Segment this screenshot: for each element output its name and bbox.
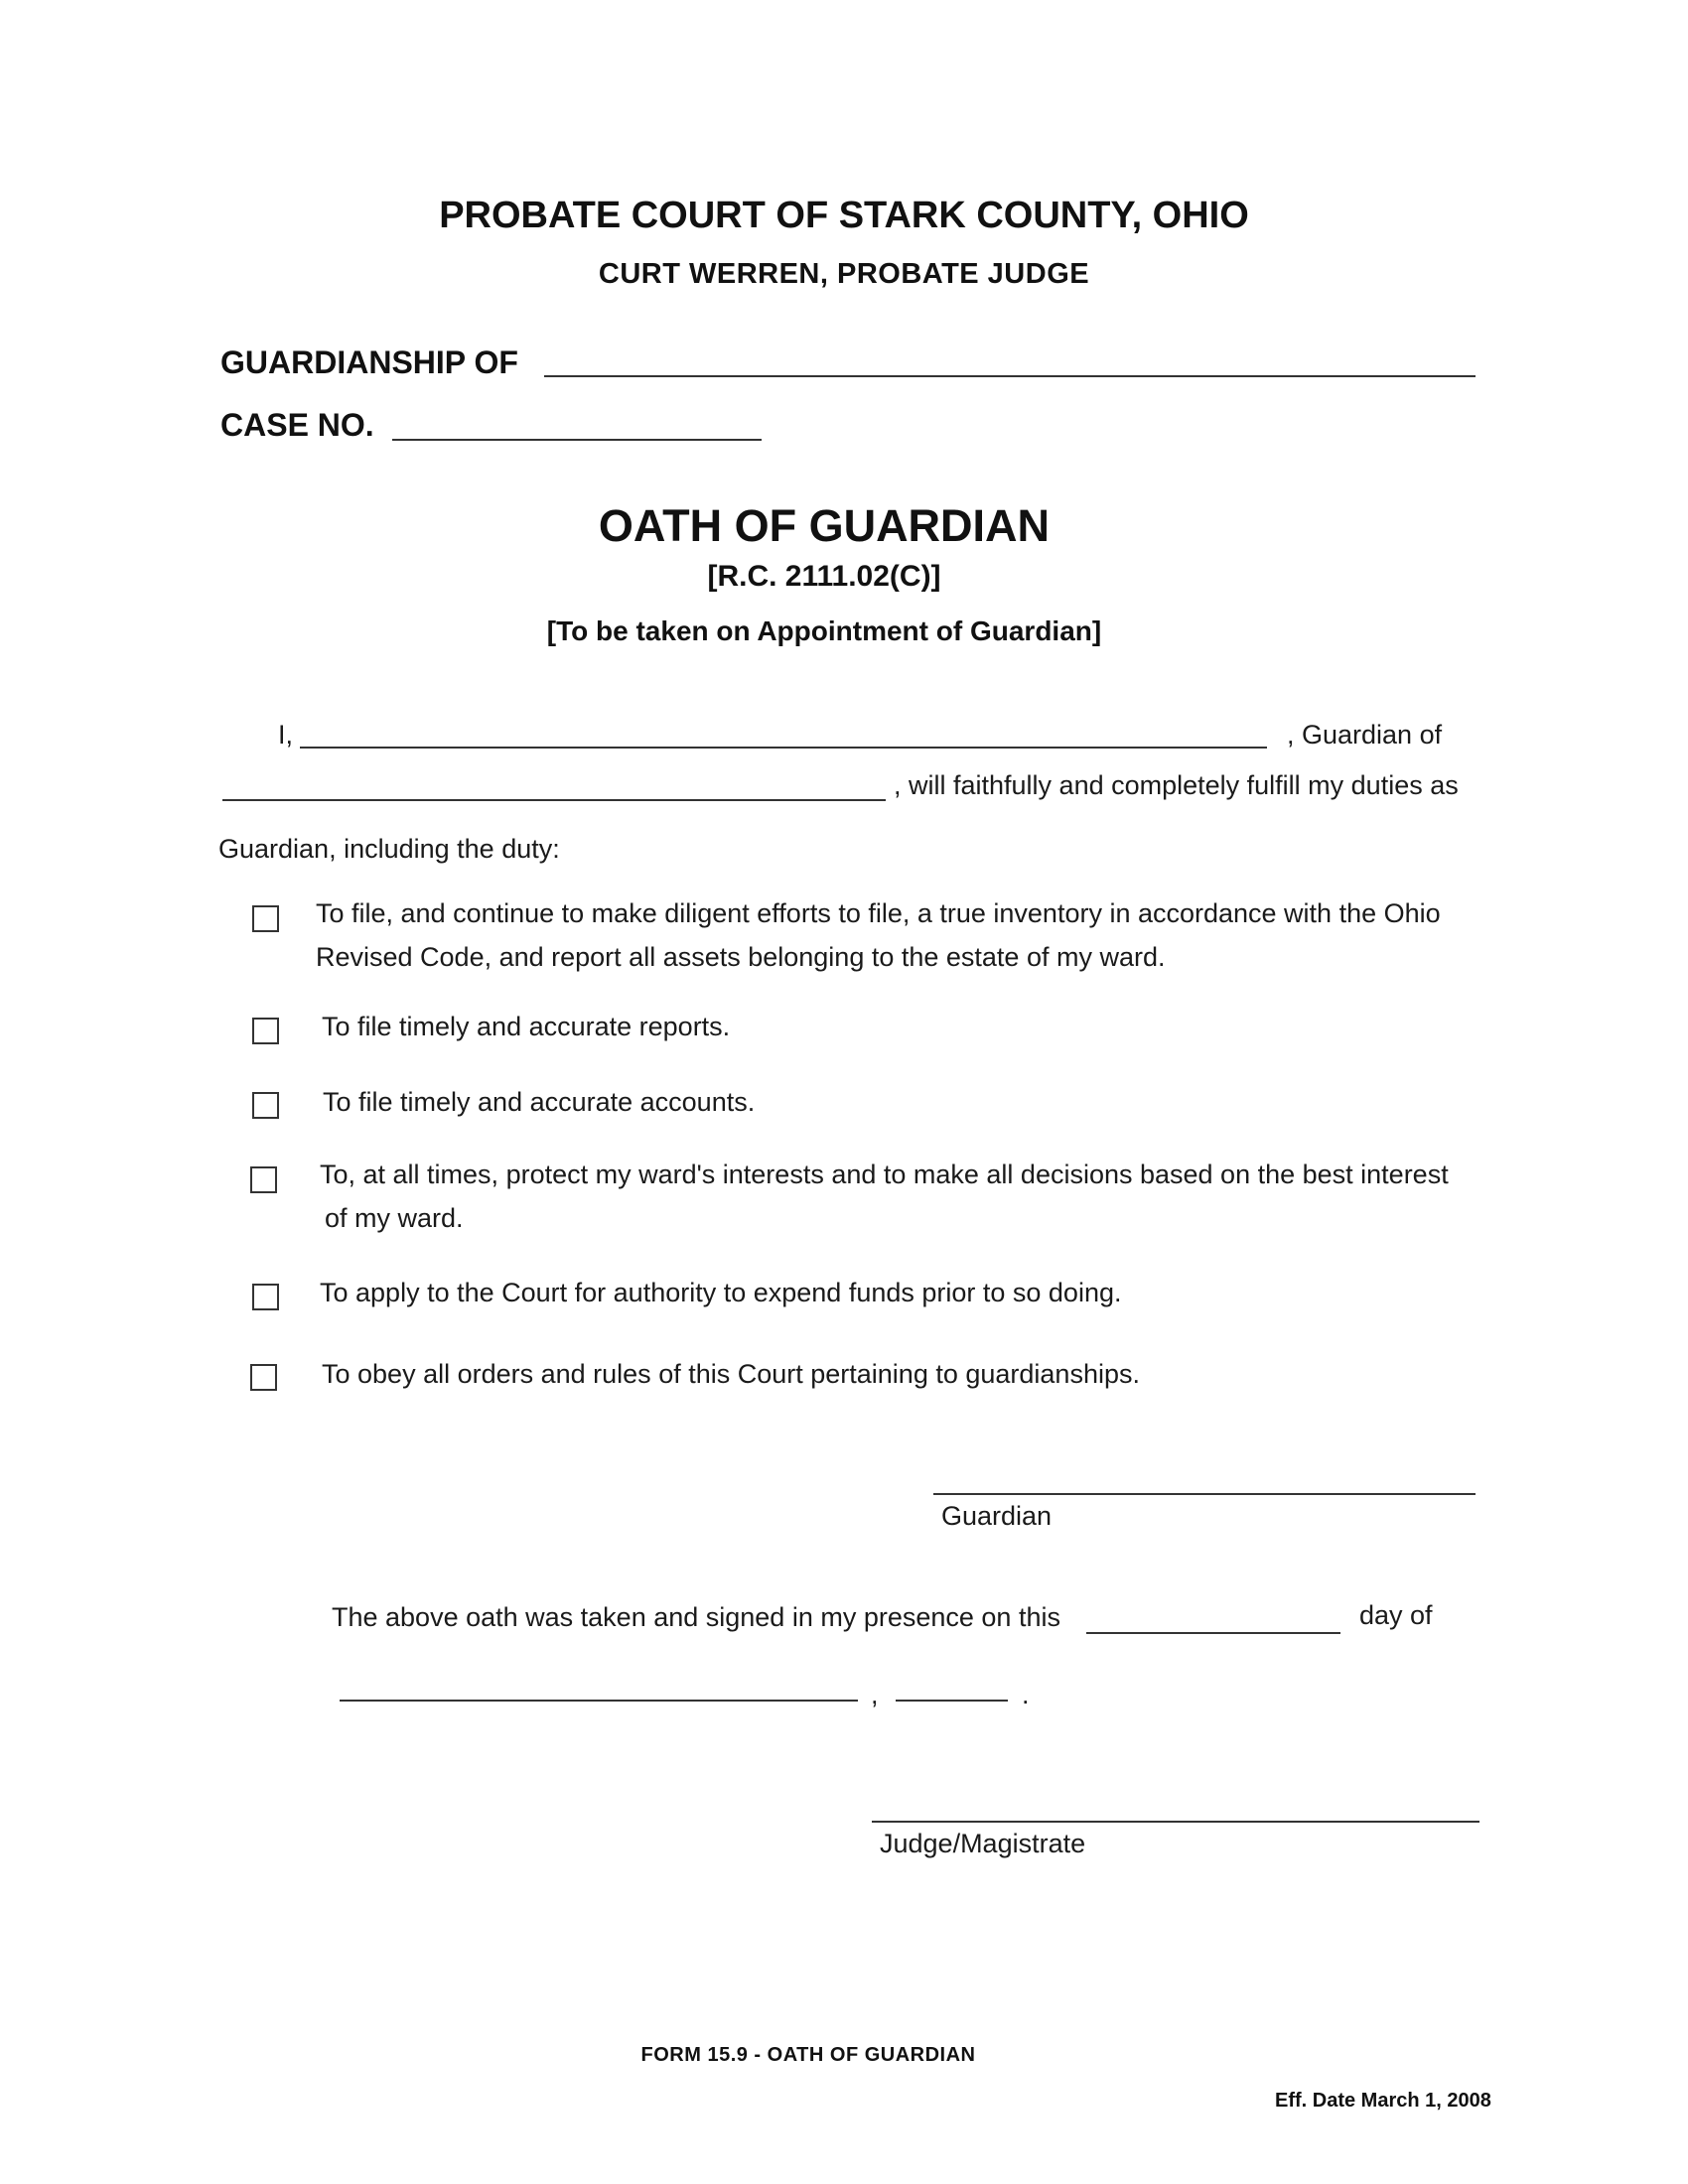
duty-text-line: To file timely and accurate reports.	[322, 1012, 731, 1041]
duty-item-reports	[322, 1005, 730, 1048]
guardian-signature-line[interactable]	[933, 1493, 1476, 1495]
form-footer-name: FORM 15.9 - OATH OF GUARDIAN	[640, 2044, 976, 2066]
duty-text-line: To obey all orders and rules of this Court pertaining to guardianships.	[322, 1359, 1140, 1389]
judge-signature-label: Judge/Magistrate	[880, 1829, 1086, 1858]
duty-text-line: To apply to the Court for authority to expend funds prior to so doing.	[320, 1278, 1122, 1307]
attestation-year-field[interactable]	[896, 1660, 1008, 1702]
day-of-text: day of	[1359, 1600, 1433, 1630]
court-title: PROBATE COURT OF STARK COUNTY, OHIO	[439, 195, 1249, 236]
oath-prefix: I,	[278, 720, 294, 750]
form-instruction: [To be taken on Appointment of Guardian]	[546, 615, 1102, 646]
attestation-day-field[interactable]	[1086, 1592, 1340, 1634]
guardian-of-text: , Guardian of	[1287, 720, 1443, 750]
duty-checkbox-inventory[interactable]	[252, 905, 279, 932]
attestation-text: The above oath was taken and signed in my presence on this	[332, 1602, 1060, 1632]
duty-text-line: Revised Code, and report all assets belonging to the estate of my ward.	[316, 942, 1166, 972]
period-mark: .	[1022, 1680, 1030, 1709]
guardianship-name-field[interactable]	[544, 336, 1476, 377]
attestation-month-field[interactable]	[340, 1660, 858, 1702]
duty-item-protect-interests	[320, 1153, 1449, 1240]
duty-checkbox-accounts[interactable]	[252, 1092, 279, 1119]
fulfill-duties-text: , will faithfully and completely fulfill my duties as	[894, 770, 1459, 800]
guardian-signature-label: Guardian	[941, 1501, 1053, 1531]
duty-item-obey-orders	[322, 1352, 1140, 1396]
duty-text-line: To file, and continue to make diligent efforts to file, a true inventory in accordance with the Ohio	[316, 898, 1441, 928]
guardian-name-field[interactable]	[300, 707, 1267, 749]
duty-item-inventory	[316, 891, 1441, 979]
duty-text-line: To file timely and accurate accounts.	[323, 1087, 756, 1117]
duty-item-accounts	[323, 1080, 755, 1124]
guardianship-label: GUARDIANSHIP OF	[220, 344, 518, 380]
including-duty-text: Guardian, including the duty:	[218, 834, 560, 864]
ward-name-field[interactable]	[222, 759, 886, 801]
statute-reference: [R.C. 2111.02(C)]	[707, 560, 941, 593]
duty-text-line: of my ward.	[325, 1203, 464, 1233]
case-no-label: CASE NO.	[220, 407, 374, 443]
comma-separator: ,	[871, 1680, 879, 1709]
judge-name: CURT WERREN, PROBATE JUDGE	[598, 258, 1090, 290]
form-title: OATH OF GUARDIAN	[598, 500, 1051, 551]
duty-text-line: To, at all times, protect my ward's interests and to make all decisions based on the best interest	[320, 1160, 1449, 1189]
duty-checkbox-obey-orders[interactable]	[250, 1364, 277, 1391]
duty-checkbox-expend-funds[interactable]	[252, 1284, 279, 1310]
case-number-field[interactable]	[392, 399, 762, 441]
effective-date: Eff. Date March 1, 2008	[1275, 2090, 1491, 2112]
duty-checkbox-reports[interactable]	[252, 1018, 279, 1044]
duty-checkbox-protect-interests[interactable]	[250, 1166, 277, 1193]
judge-signature-line[interactable]	[872, 1821, 1479, 1823]
duty-item-expend-funds	[320, 1271, 1121, 1314]
